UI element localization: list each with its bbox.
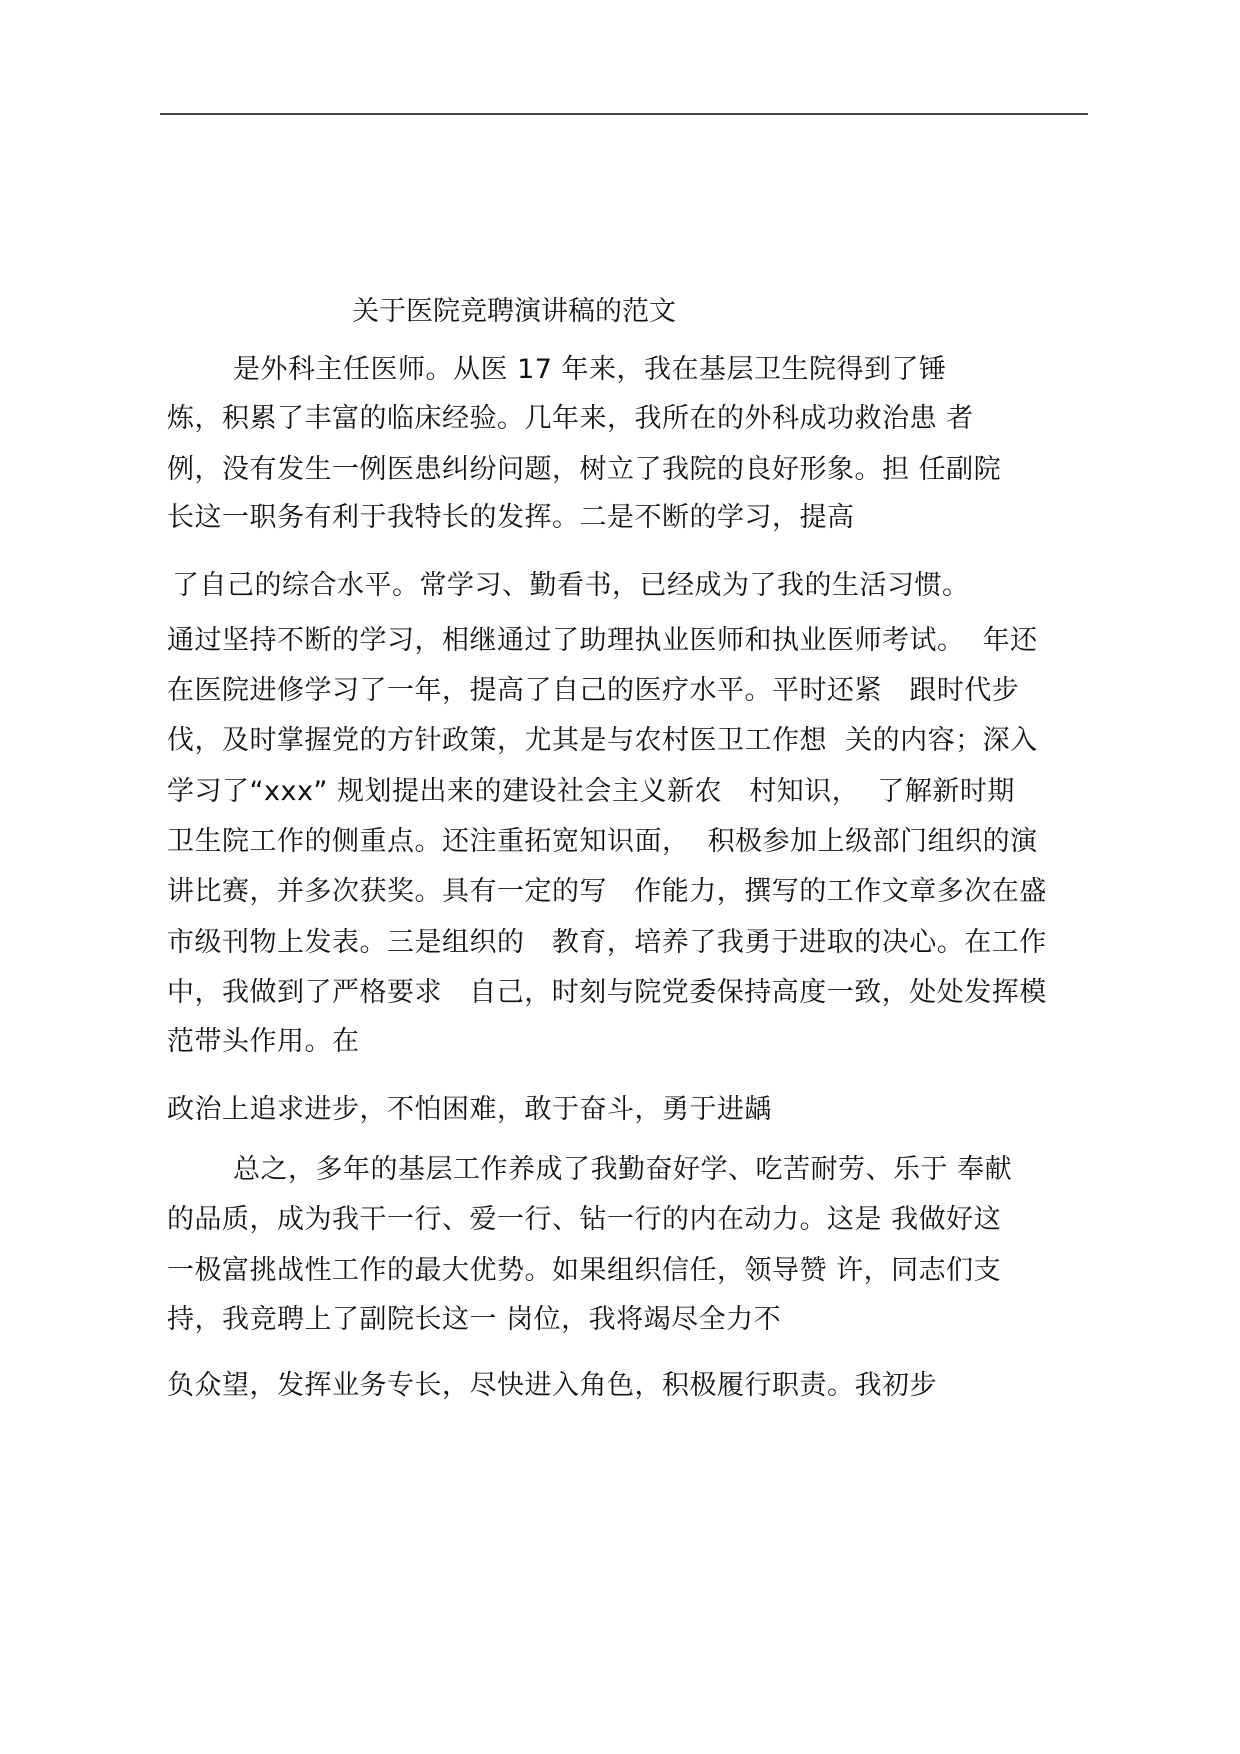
body-line: 一极富挑战性工作的最大优势。如果组织信任，领导赞 许，同志们支 (167, 1255, 1002, 1286)
body-line: 市级刊物上发表。三是组织的 教育，培养了我勇于进取的决心。在工作 (167, 927, 1047, 958)
body-line: 通过坚持不断的学习，相继通过了助理执业医师和执业医师考试。 年还 (167, 625, 1038, 656)
body-line: 总之，多年的基层工作养成了我勤奋好学、吃苦耐劳、乐于 奉献 (233, 1154, 1013, 1185)
body-line: 卫生院工作的侧重点。还注重拓宽知识面， 积极参加上级部门组织的演 (167, 826, 1038, 857)
body-line: 是外科主任医师。从医 17 年来，我在基层卫生院得到了锤 (233, 354, 947, 385)
body-line: 的品质，成为我干一行、爱一行、钻一行的内在动力。这是 我做好这 (167, 1204, 1002, 1235)
body-line: 负众望，发挥业务专长，尽快进入角色，积极履行职责。我初步 (167, 1370, 937, 1401)
body-line: 炼，积累了丰富的临床经验。几年来，我所在的外科成功救治患 者 (167, 403, 974, 434)
body-line: 范带头作用。在 (167, 1026, 360, 1057)
body-line: 伐，及时掌握党的方针政策，尤其是与农村医卫工作想 关的内容；深入 (167, 725, 1038, 756)
body-line: 了自己的综合水平。常学习、勤看书，已经成为了我的生活习惯。 (172, 570, 970, 601)
body-line: 讲比赛，并多次获奖。具有一定的写 作能力，撰写的工作文章多次在盛 (167, 876, 1047, 907)
body-line: 学习了“xxx” 规划提出来的建设社会主义新农 村知识， 了解新时期 (167, 776, 1015, 807)
body-line: 例，没有发生一例医患纠纷问题，树立了我院的良好形象。担 任副院 (167, 454, 1002, 485)
body-line: 长这一职务有利于我特长的发挥。二是不断的学习，提高 (167, 502, 855, 533)
document-title: 关于医院竞聘演讲稿的范文 (352, 296, 676, 327)
body-line: 在医院进修学习了一年，提高了自己的医疗水平。平时还紧 跟时代步 (167, 675, 1020, 706)
body-line: 政治上追求进步，不怕困难，敢于奋斗，勇于进龋 (167, 1094, 772, 1125)
body-line: 中，我做到了严格要求 自己，时刻与院党委保持高度一致，处处发挥模 (167, 977, 1047, 1008)
body-line: 持，我竞聘上了副院长这一 岗位，我将竭尽全力不 (167, 1304, 782, 1335)
header-rule (160, 113, 1088, 115)
